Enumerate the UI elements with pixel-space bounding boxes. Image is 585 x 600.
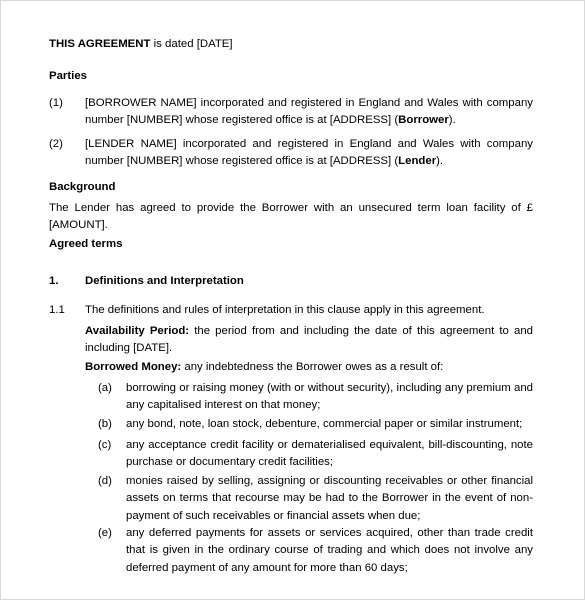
definition-text: the period from and including the date of this agreement to and including [DATE]. <box>85 325 534 355</box>
party-text <box>85 95 533 130</box>
list-item <box>85 380 533 416</box>
list-item <box>85 416 533 434</box>
list-item <box>85 473 533 525</box>
agreement-title: THIS AGREEMENT <box>49 38 151 50</box>
party-text-end: ). <box>436 155 444 168</box>
list-item-letter: (a) <box>98 382 112 394</box>
list-item <box>85 437 533 473</box>
definition-term: Availability Period: <box>85 325 190 337</box>
list-item-letter: (d) <box>98 475 112 487</box>
section-title: Definitions and Interpretation <box>85 275 244 287</box>
parties-heading <box>49 68 87 85</box>
party-text <box>85 136 533 171</box>
list-item-text: any bond, note, loan stock, debenture, commercial paper or similar instrument; <box>126 418 523 430</box>
agreement-date: is dated [DATE] <box>150 38 233 50</box>
list-item-letter: (c) <box>98 439 112 451</box>
background-heading-text: Background <box>49 181 116 193</box>
agreed-terms-heading <box>49 236 122 253</box>
clause-number: 1.1 <box>49 304 65 316</box>
list-item-text: monies raised by selling, assigning or discounting receivables or other financial assets on terms that recourse may be had to the Borrower in the event of non-payment of such receivables or financial assets when due; <box>126 475 533 522</box>
party-number: (1) <box>49 97 63 109</box>
list-item <box>85 525 533 577</box>
background-heading <box>49 179 115 196</box>
list-item-text: any acceptance credit facility or dematerialised equivalent, bill-discounting, note purchase or documentary credit facilities; <box>126 439 533 469</box>
party-role: Lender <box>398 155 437 168</box>
background-text: The Lender has agreed to provide the Borrower with an unsecured term loan facility of £[AMOUNT]. <box>49 202 533 232</box>
definition-term: Borrowed Money: <box>85 361 182 373</box>
list-item-text: any deferred payments for assets or services acquired, other than trade credit that is given in the ordinary course of trading and which does not involve any deferred payment of any amount for more than 60 days; <box>126 527 533 574</box>
list-item-letter: (e) <box>98 527 112 539</box>
section-number: 1. <box>49 275 59 287</box>
agreed-terms-heading-text: Agreed terms <box>49 238 123 250</box>
list-item-text: borrowing or raising money (with or without security), including any premium and any capitalised interest on that money; <box>126 382 533 412</box>
party-text-end: ). <box>448 114 456 127</box>
parties-heading-text: Parties <box>49 70 87 82</box>
agreement-date-line <box>49 36 534 53</box>
party-text-main: [BORROWER NAME] incorporated and registered in England and Wales with company number [NUMBER] whose registered office is at [ADDRESS] ( <box>85 97 533 127</box>
definition-text: any indebtedness the Borrower owes as a result of: <box>181 361 444 373</box>
list-item-letter: (b) <box>98 418 112 430</box>
party-role: Borrower <box>398 114 449 127</box>
party-text-main: [LENDER NAME] incorporated and registered in England and Wales with company number [NUMBER] whose registered office is at [ADDRESS] ( <box>85 138 533 168</box>
party-item <box>49 136 533 172</box>
definition-borrowed-money <box>85 359 533 376</box>
definition-availability-period <box>85 323 533 358</box>
party-item <box>49 95 533 131</box>
party-number: (2) <box>49 138 63 150</box>
clause-text: The definitions and rules of interpretation in this clause apply in this agreement. <box>85 304 485 316</box>
